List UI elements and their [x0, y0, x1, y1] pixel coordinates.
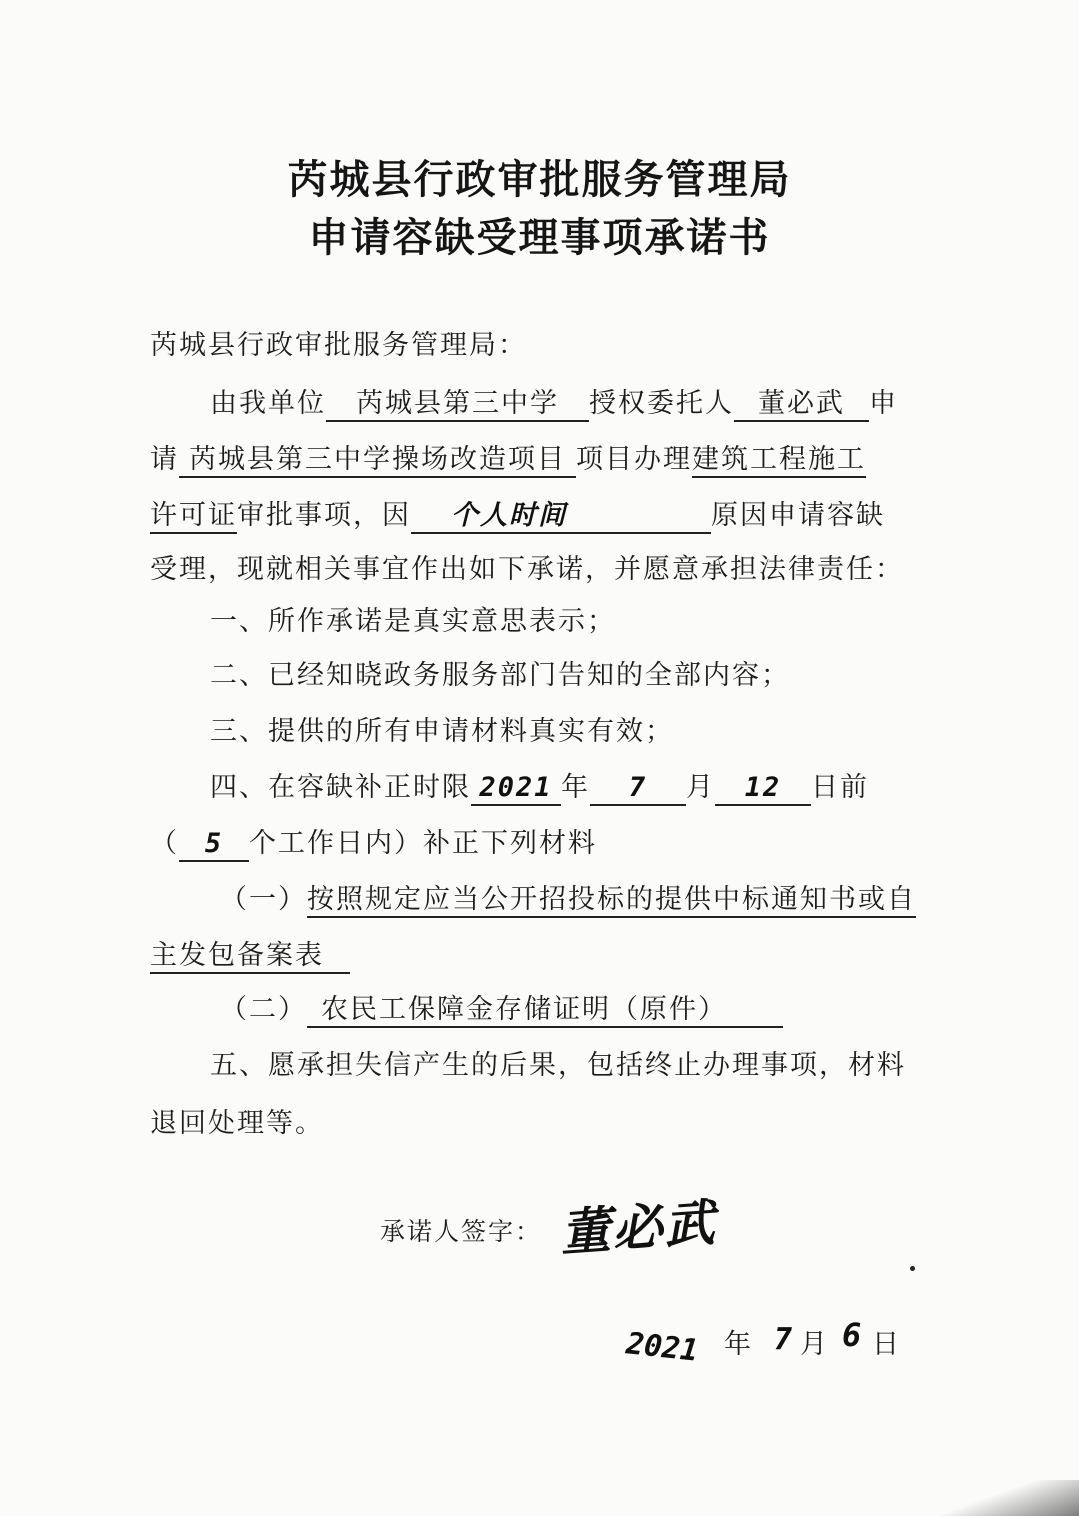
document-title-line2: 申请容缺受理事项承诺书 — [308, 215, 771, 261]
project-field: 芮城县第三中学操场改造项目 — [179, 444, 576, 478]
workdays-field: 5 — [179, 828, 249, 862]
date-day: 6 — [842, 1316, 862, 1354]
text: 年 — [561, 772, 590, 803]
item-3: 三、提供的所有申请材料真实有效； — [210, 716, 674, 747]
unit-field: 芮城县第三中学 — [326, 388, 589, 422]
matter-field-cont: 许可证 — [150, 500, 237, 534]
item-5-line-1: 五、愿承担失信产生的后果，包括终止办理事项，材料 — [210, 1050, 906, 1081]
text: 四、在容缺补正时限 — [210, 772, 471, 803]
paragraph-1-line-4: 受理，现就相关事宜作出如下承诺，并愿意承担法律责任： — [150, 554, 904, 585]
sub-item-2 — [220, 992, 980, 1028]
addressee: 芮城县行政审批服务管理局： — [150, 330, 527, 361]
text: 原因申请容缺 — [711, 500, 885, 531]
sub-item-2-text: 农民工保障金存储证明（原件） — [307, 994, 783, 1028]
sub-item-1-line-2 — [150, 938, 910, 974]
item-2: 二、已经知晓政务服务部门告知的全部内容； — [210, 660, 790, 691]
date-year-unit: 年 — [724, 1329, 751, 1360]
date-day-unit: 日 — [872, 1329, 899, 1360]
signature-label: 承诺人签字： — [380, 1217, 543, 1246]
item-4-line-1 — [210, 770, 970, 806]
text: （ — [150, 828, 179, 859]
text: 审批事项，因 — [237, 500, 411, 531]
photo-shadow — [939, 1480, 1079, 1516]
text: 由我单位 — [210, 388, 326, 419]
deadline-day: 12 — [715, 772, 811, 806]
deadline-year: 2021 — [471, 772, 561, 806]
paragraph-1-line-3 — [150, 498, 910, 534]
date-month-unit: 月 — [800, 1329, 827, 1360]
item-5-line-2: 退回处理等。 — [150, 1108, 324, 1139]
sub-item-1-text: 按照规定应当公开招投标的提供中标通知书或自 — [307, 884, 916, 918]
date-year: 2021 — [624, 1326, 700, 1369]
reason-field: 个人时间 — [411, 500, 711, 534]
ink-dot — [910, 1266, 915, 1271]
document-title-line1: 芮城县行政审批服务管理局 — [287, 157, 792, 203]
text: 授权委托人 — [589, 388, 734, 419]
text: 申 — [869, 388, 898, 419]
item-4-line-2 — [150, 826, 910, 862]
matter-field: 建筑工程施工 — [692, 444, 866, 478]
sub-item-1-line-1 — [220, 882, 980, 918]
text: 日前 — [811, 772, 869, 803]
text: 请 — [150, 444, 179, 475]
handwritten-signature: 董必武 — [558, 1193, 719, 1263]
sub-item-label: （一） — [220, 884, 307, 915]
delegate-field: 董必武 — [734, 388, 869, 422]
item-1: 一、所作承诺是真实意思表示； — [210, 606, 616, 637]
paragraph-1-line-2 — [150, 442, 910, 478]
sub-item-1-text-cont: 主发包备案表 — [150, 940, 350, 974]
date-month: 7 — [774, 1322, 793, 1357]
text: 项目办理 — [576, 444, 692, 475]
text: 个工作日内）补正下列材料 — [249, 828, 597, 859]
paragraph-1-line-1 — [210, 386, 970, 422]
text: 月 — [686, 772, 715, 803]
sub-item-label: （二） — [220, 994, 307, 1025]
deadline-month: 7 — [590, 772, 686, 806]
